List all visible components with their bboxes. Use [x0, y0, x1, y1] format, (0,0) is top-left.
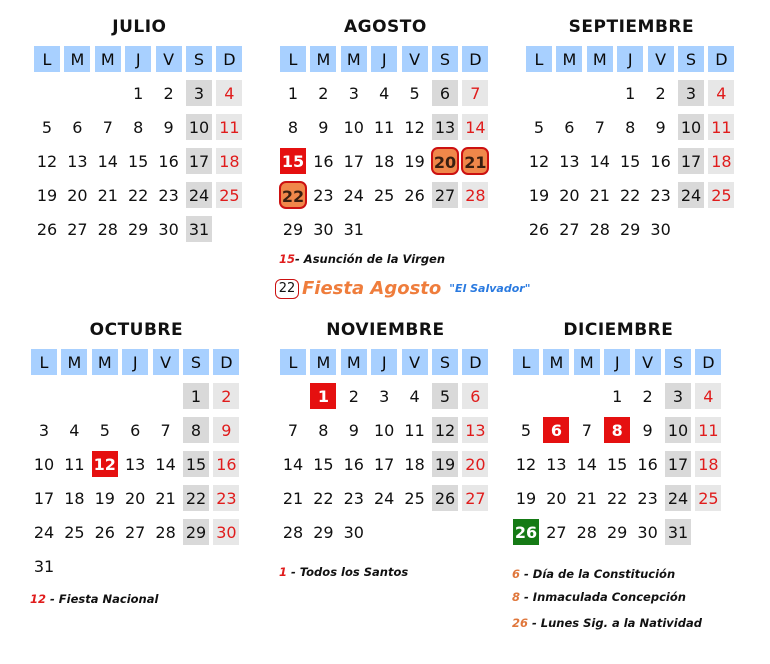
weekday-header: S — [677, 45, 705, 73]
weekday-header: V — [634, 348, 662, 376]
day-cell: 21 — [94, 181, 122, 209]
month-title: AGOSTO — [343, 17, 427, 37]
day-cell: 29 — [279, 215, 307, 243]
day-cell: 3 — [185, 79, 213, 107]
day-cell: 14 — [152, 450, 180, 478]
day-cell: 6 — [121, 416, 149, 444]
day-cell: 5 — [431, 382, 459, 410]
day-cell: 10 — [185, 113, 213, 141]
day-cell: 27 — [542, 518, 570, 546]
day-cell: 24 — [677, 181, 705, 209]
day-cell: 15 — [603, 450, 631, 478]
day-cell: 15 — [182, 450, 210, 478]
day-cell: 8 — [309, 416, 337, 444]
day-cell: 25 — [694, 484, 722, 512]
day-cell: 11 — [215, 113, 243, 141]
day-cell: 26 — [525, 215, 553, 243]
weekday-header: M — [555, 45, 583, 73]
weekday-header: M — [542, 348, 570, 376]
day-cell: 21 — [573, 484, 601, 512]
weekday-header: V — [155, 45, 183, 73]
day-cell: 27 — [461, 484, 489, 512]
day-cell: 16 — [309, 147, 337, 175]
day-cell: 20 — [555, 181, 583, 209]
day-cell: 4 — [60, 416, 88, 444]
day-cell: 18 — [60, 484, 88, 512]
day-cell: 24 — [30, 518, 58, 546]
weekday-header: S — [431, 348, 459, 376]
day-cell: 16 — [634, 450, 662, 478]
day-cell: 24 — [185, 181, 213, 209]
day-cell: 14 — [573, 450, 601, 478]
weekday-header: M — [63, 45, 91, 73]
weekday-header: S — [185, 45, 213, 73]
day-cell: 13 — [555, 147, 583, 175]
note-agosto-number: 15 — [279, 252, 296, 266]
day-cell: 6 — [431, 79, 459, 107]
day-cell: 15 — [309, 450, 337, 478]
day-cell: 22 — [616, 181, 644, 209]
holiday-day: 8 — [603, 416, 631, 444]
day-cell: 22 — [182, 484, 210, 512]
holiday-day: 22 — [279, 181, 307, 209]
day-cell: 9 — [634, 416, 662, 444]
month-title: SEPTIEMBRE — [568, 17, 695, 37]
day-cell: 18 — [215, 147, 243, 175]
day-cell: 9 — [647, 113, 675, 141]
day-cell: 16 — [647, 147, 675, 175]
holiday-day: 6 — [542, 416, 570, 444]
day-cell: 2 — [647, 79, 675, 107]
day-cell: 27 — [431, 181, 459, 209]
day-cell: 28 — [279, 518, 307, 546]
note-noviembre-number: 1 — [279, 565, 288, 579]
day-cell: 2 — [340, 382, 368, 410]
fiesta-label: Fiesta Agosto — [302, 278, 442, 299]
day-cell: 7 — [94, 113, 122, 141]
day-cell: 30 — [309, 215, 337, 243]
weekday-header: D — [215, 45, 243, 73]
day-cell: 18 — [694, 450, 722, 478]
day-cell: 3 — [340, 79, 368, 107]
holiday-day: 21 — [461, 147, 489, 175]
day-cell: 7 — [586, 113, 614, 141]
day-cell: 10 — [30, 450, 58, 478]
day-cell: 23 — [309, 181, 337, 209]
day-cell: 1 — [279, 79, 307, 107]
day-cell: 21 — [152, 484, 180, 512]
day-cell: 19 — [91, 484, 119, 512]
day-cell: 8 — [616, 113, 644, 141]
day-cell: 26 — [401, 181, 429, 209]
weekday-header: M — [340, 348, 368, 376]
holiday-day: 15 — [279, 147, 307, 175]
day-cell: 30 — [340, 518, 368, 546]
note-agosto-text: - Asunción de la Virgen — [295, 252, 446, 266]
weekday-header: J — [370, 348, 398, 376]
note-dic3-text: - Lunes Sig. a la Natividad — [528, 616, 702, 630]
note-dic2-text: - Inmaculada Concepción — [520, 590, 686, 604]
day-cell: 22 — [603, 484, 631, 512]
day-cell: 27 — [121, 518, 149, 546]
day-cell: 2 — [155, 79, 183, 107]
day-cell: 4 — [370, 79, 398, 107]
day-cell: 29 — [616, 215, 644, 243]
day-cell: 26 — [33, 215, 61, 243]
day-cell: 4 — [694, 382, 722, 410]
note-agosto — [279, 252, 445, 266]
day-cell: 31 — [185, 215, 213, 243]
weekday-header: D — [707, 45, 735, 73]
day-cell: 11 — [694, 416, 722, 444]
note-diciembre-1 — [512, 567, 675, 581]
weekday-header: L — [30, 348, 58, 376]
day-cell: 2 — [212, 382, 240, 410]
day-cell: 14 — [586, 147, 614, 175]
note-diciembre-2 — [512, 590, 686, 604]
day-cell: 29 — [124, 215, 152, 243]
holiday-day: 1 — [309, 382, 337, 410]
day-cell: 16 — [212, 450, 240, 478]
day-cell: 5 — [512, 416, 540, 444]
weekday-header: M — [94, 45, 122, 73]
day-cell: 27 — [63, 215, 91, 243]
day-cell: 9 — [155, 113, 183, 141]
note-dic2-number: 8 — [512, 590, 521, 604]
day-cell: 2 — [634, 382, 662, 410]
day-cell: 19 — [401, 147, 429, 175]
day-cell: 10 — [370, 416, 398, 444]
day-cell: 2 — [309, 79, 337, 107]
day-cell: 17 — [30, 484, 58, 512]
day-cell: 6 — [461, 382, 489, 410]
day-cell: 9 — [309, 113, 337, 141]
day-cell: 27 — [555, 215, 583, 243]
day-cell: 14 — [279, 450, 307, 478]
day-cell: 13 — [461, 416, 489, 444]
day-cell: 28 — [573, 518, 601, 546]
day-cell: 20 — [461, 450, 489, 478]
day-cell: 11 — [60, 450, 88, 478]
weekday-header: J — [616, 45, 644, 73]
day-cell: 5 — [33, 113, 61, 141]
day-cell: 19 — [431, 450, 459, 478]
day-cell: 13 — [121, 450, 149, 478]
day-cell: 24 — [340, 181, 368, 209]
day-cell: 20 — [121, 484, 149, 512]
day-cell: 1 — [124, 79, 152, 107]
weekday-header: J — [124, 45, 152, 73]
note-diciembre-3 — [512, 616, 702, 630]
day-cell: 3 — [30, 416, 58, 444]
day-cell: 23 — [212, 484, 240, 512]
fiesta-day-box: 22 — [275, 279, 299, 299]
holiday-day: 20 — [431, 147, 459, 175]
weekday-header: J — [370, 45, 398, 73]
month-title: DICIEMBRE — [563, 320, 674, 340]
weekday-header: S — [182, 348, 210, 376]
day-cell: 14 — [461, 113, 489, 141]
day-cell: 20 — [63, 181, 91, 209]
day-cell: 11 — [370, 113, 398, 141]
day-cell: 24 — [664, 484, 692, 512]
day-cell: 26 — [431, 484, 459, 512]
day-cell: 14 — [94, 147, 122, 175]
day-cell: 10 — [664, 416, 692, 444]
day-cell: 8 — [124, 113, 152, 141]
month-title: OCTUBRE — [89, 320, 184, 340]
day-cell: 12 — [525, 147, 553, 175]
holiday-day: 26 — [512, 518, 540, 546]
day-cell: 19 — [512, 484, 540, 512]
day-cell: 16 — [340, 450, 368, 478]
day-cell: 21 — [586, 181, 614, 209]
day-cell: 8 — [182, 416, 210, 444]
note-dic1-number: 6 — [512, 567, 521, 581]
day-cell: 13 — [431, 113, 459, 141]
day-cell: 3 — [677, 79, 705, 107]
day-cell: 26 — [91, 518, 119, 546]
day-cell: 17 — [664, 450, 692, 478]
note-noviembre — [279, 565, 408, 579]
day-cell: 20 — [542, 484, 570, 512]
day-cell: 30 — [155, 215, 183, 243]
day-cell: 1 — [603, 382, 631, 410]
weekday-header: D — [461, 45, 489, 73]
day-cell: 31 — [30, 552, 58, 580]
day-cell: 1 — [616, 79, 644, 107]
day-cell: 10 — [340, 113, 368, 141]
day-cell: 17 — [185, 147, 213, 175]
fiesta-subtitle: "El Salvador" — [449, 282, 531, 295]
day-cell: 30 — [634, 518, 662, 546]
day-cell: 12 — [401, 113, 429, 141]
holiday-day: 12 — [91, 450, 119, 478]
day-cell: 13 — [542, 450, 570, 478]
day-cell: 22 — [309, 484, 337, 512]
note-octubre-text: - Fiesta Nacional — [46, 592, 159, 606]
day-cell: 4 — [401, 382, 429, 410]
day-cell: 25 — [401, 484, 429, 512]
day-cell: 30 — [212, 518, 240, 546]
day-cell: 28 — [94, 215, 122, 243]
day-cell: 12 — [33, 147, 61, 175]
day-cell: 28 — [152, 518, 180, 546]
day-cell: 13 — [63, 147, 91, 175]
note-octubre — [30, 592, 158, 606]
fiesta-agosto-legend — [275, 278, 530, 299]
day-cell: 15 — [124, 147, 152, 175]
weekday-header: M — [309, 348, 337, 376]
weekday-header: V — [401, 45, 429, 73]
day-cell: 29 — [603, 518, 631, 546]
day-cell: 22 — [124, 181, 152, 209]
day-cell: 9 — [212, 416, 240, 444]
weekday-header: L — [33, 45, 61, 73]
weekday-header: L — [279, 45, 307, 73]
day-cell: 6 — [63, 113, 91, 141]
day-cell: 23 — [634, 484, 662, 512]
day-cell: 29 — [182, 518, 210, 546]
day-cell: 4 — [215, 79, 243, 107]
month-title: NOVIEMBRE — [326, 320, 445, 340]
day-cell: 17 — [677, 147, 705, 175]
weekday-header: L — [525, 45, 553, 73]
weekday-header: M — [309, 45, 337, 73]
day-cell: 28 — [586, 215, 614, 243]
weekday-header: M — [91, 348, 119, 376]
day-cell: 11 — [401, 416, 429, 444]
note-octubre-number: 12 — [30, 592, 47, 606]
weekday-header: M — [586, 45, 614, 73]
day-cell: 31 — [664, 518, 692, 546]
day-cell: 23 — [155, 181, 183, 209]
day-cell: 24 — [370, 484, 398, 512]
day-cell: 25 — [215, 181, 243, 209]
day-cell: 10 — [677, 113, 705, 141]
weekday-header: S — [664, 348, 692, 376]
day-cell: 25 — [707, 181, 735, 209]
note-noviembre-text: - Todos los Santos — [287, 565, 409, 579]
weekday-header: V — [647, 45, 675, 73]
day-cell: 17 — [370, 450, 398, 478]
weekday-header: V — [152, 348, 180, 376]
weekday-header: M — [573, 348, 601, 376]
day-cell: 7 — [152, 416, 180, 444]
day-cell: 9 — [340, 416, 368, 444]
day-cell: 19 — [525, 181, 553, 209]
weekday-header: D — [461, 348, 489, 376]
day-cell: 30 — [647, 215, 675, 243]
day-cell: 3 — [664, 382, 692, 410]
weekday-header: D — [212, 348, 240, 376]
weekday-header: V — [401, 348, 429, 376]
weekday-header: M — [60, 348, 88, 376]
day-cell: 16 — [155, 147, 183, 175]
day-cell: 19 — [33, 181, 61, 209]
day-cell: 7 — [573, 416, 601, 444]
day-cell: 5 — [525, 113, 553, 141]
weekday-header: J — [603, 348, 631, 376]
day-cell: 5 — [401, 79, 429, 107]
weekday-header: S — [431, 45, 459, 73]
weekday-header: L — [279, 348, 307, 376]
weekday-header: M — [340, 45, 368, 73]
day-cell: 28 — [461, 181, 489, 209]
day-cell: 29 — [309, 518, 337, 546]
day-cell: 23 — [647, 181, 675, 209]
day-cell: 25 — [370, 181, 398, 209]
weekday-header: J — [121, 348, 149, 376]
day-cell: 18 — [370, 147, 398, 175]
day-cell: 23 — [340, 484, 368, 512]
day-cell: 21 — [279, 484, 307, 512]
day-cell: 8 — [279, 113, 307, 141]
day-cell: 3 — [370, 382, 398, 410]
day-cell: 7 — [279, 416, 307, 444]
day-cell: 18 — [707, 147, 735, 175]
day-cell: 25 — [60, 518, 88, 546]
note-dic1-text: - Día de la Constitución — [520, 567, 676, 581]
day-cell: 1 — [182, 382, 210, 410]
day-cell: 11 — [707, 113, 735, 141]
day-cell: 17 — [340, 147, 368, 175]
day-cell: 31 — [340, 215, 368, 243]
day-cell: 18 — [401, 450, 429, 478]
day-cell: 15 — [616, 147, 644, 175]
note-dic3-number: 26 — [512, 616, 529, 630]
day-cell: 12 — [512, 450, 540, 478]
day-cell: 6 — [555, 113, 583, 141]
weekday-header: L — [512, 348, 540, 376]
month-title: JULIO — [112, 17, 167, 37]
day-cell: 4 — [707, 79, 735, 107]
weekday-header: D — [694, 348, 722, 376]
day-cell: 5 — [91, 416, 119, 444]
day-cell: 7 — [461, 79, 489, 107]
day-cell: 12 — [431, 416, 459, 444]
